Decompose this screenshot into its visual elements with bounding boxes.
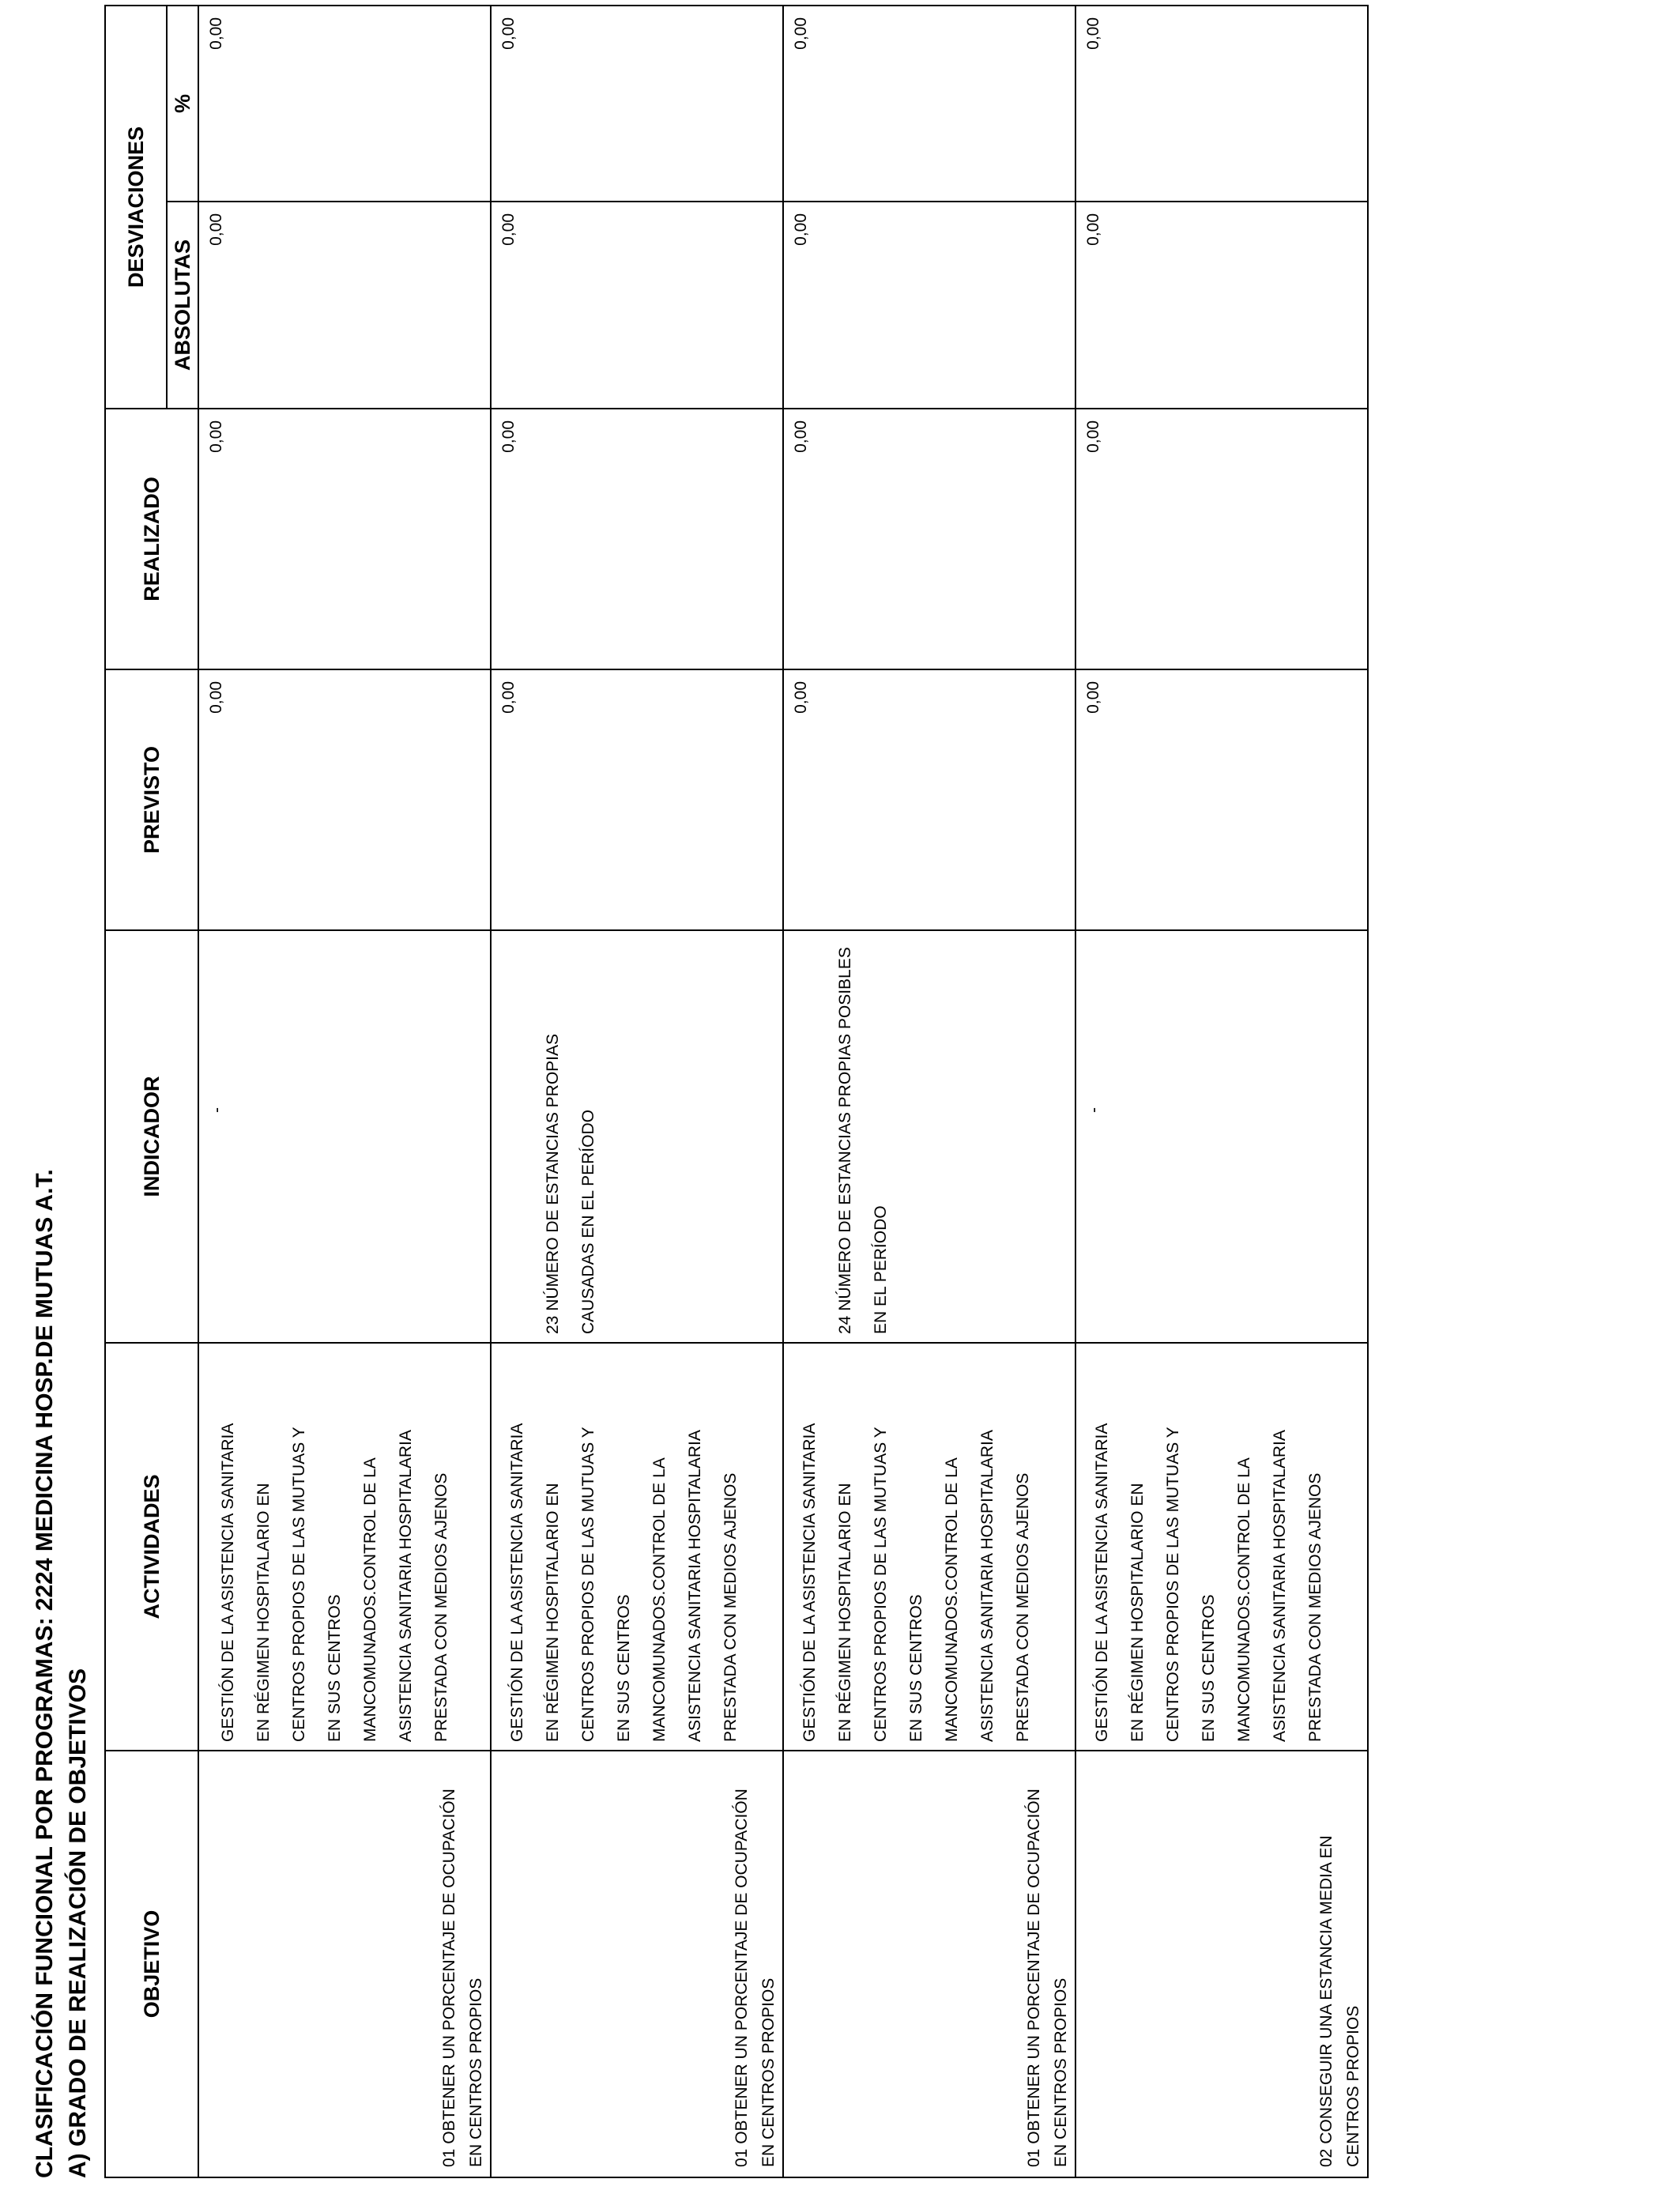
objectives-table [104,5,1369,2178]
actividad-line: MANCOMUNADOS.CONTROL DE LA [943,1457,961,1742]
actividad-line: EN SUS CENTROS [1200,1594,1218,1742]
porcentaje-cell: 0,00 [1075,6,1368,202]
actividad-line: MANCOMUNADOS.CONTROL DE LA [1235,1457,1253,1742]
actividad-line: CENTROS PROPIOS DE LAS MUTUAS Y [872,1427,890,1742]
actividades-cell [491,1343,783,1751]
objetivo-cell: 01 OBTENER UN PORCENTAJE DE OCUPACIÓN EN CENTROS PROPIOS [198,1751,491,2177]
actividad-line: ASISTENCIA SANITARIA HOSPITALARIA [978,1430,996,1742]
porcentaje-cell: 0,00 [491,6,783,202]
realizado-cell: 0,00 [1075,409,1368,669]
actividades-cell [1075,1343,1368,1751]
actividad-line: GESTIÓN DE LA ASISTENCIA SANITARIA [800,1423,819,1742]
header-absolutas: ABSOLUTAS [167,202,198,409]
actividad-line: EN SUS CENTROS [326,1594,344,1742]
table-row [1075,6,1368,2177]
previsto-cell: 0,00 [491,669,783,930]
realizado-cell: 0,00 [783,409,1075,669]
actividad-line: PRESTADA CON MEDIOS AJENOS [1306,1472,1324,1742]
absolutas-cell: 0,00 [198,202,491,409]
indicador-cell [491,930,783,1343]
indicador-text: - [1085,1107,1103,1113]
actividad-line: ASISTENCIA SANITARIA HOSPITALARIA [397,1430,415,1742]
absolutas-cell: 0,00 [491,202,783,409]
table-row [783,6,1075,2177]
previsto-cell: 0,00 [1075,669,1368,930]
actividades-cell [198,1343,491,1751]
previsto-cell: 0,00 [783,669,1075,930]
header-actividades: ACTIVIDADES [105,1343,198,1751]
document-title: CLASIFICACIÓN FUNCIONAL POR PROGRAMAS: 2224 MEDICINA HOSP.DE MUTUAS A.T. [32,1169,58,2178]
actividad-line: CENTROS PROPIOS DE LAS MUTUAS Y [1164,1427,1182,1742]
indicador-cell [198,930,491,1343]
actividad-line: CENTROS PROPIOS DE LAS MUTUAS Y [579,1427,597,1742]
actividad-line: PRESTADA CON MEDIOS AJENOS [721,1472,740,1742]
previsto-cell: 0,00 [198,669,491,930]
actividad-line: ASISTENCIA SANITARIA HOSPITALARIA [1271,1430,1289,1742]
header-previsto: PREVISTO [105,669,198,930]
actividad-line: MANCOMUNADOS.CONTROL DE LA [361,1457,379,1742]
actividades-cell [783,1343,1075,1751]
indicador-cell [1075,930,1368,1343]
actividad-line: GESTIÓN DE LA ASISTENCIA SANITARIA [219,1423,237,1742]
actividad-line: ASISTENCIA SANITARIA HOSPITALARIA [686,1430,704,1742]
actividad-line: GESTIÓN DE LA ASISTENCIA SANITARIA [1093,1423,1111,1742]
actividad-line: PRESTADA CON MEDIOS AJENOS [1014,1472,1032,1742]
actividad-line: CENTROS PROPIOS DE LAS MUTUAS Y [290,1427,308,1742]
header-indicador: INDICADOR [105,930,198,1343]
absolutas-cell: 0,00 [783,202,1075,409]
absolutas-cell: 0,00 [1075,202,1368,409]
actividad-line: EN SUS CENTROS [615,1594,633,1742]
objetivo-cell: 01 OBTENER UN PORCENTAJE DE OCUPACIÓN EN CENTROS PROPIOS [491,1751,783,2177]
actividad-line: MANCOMUNADOS.CONTROL DE LA [650,1457,669,1742]
porcentaje-cell: 0,00 [198,6,491,202]
realizado-cell: 0,00 [198,409,491,669]
header-porcentaje: % [167,6,198,202]
header-objetivo: OBJETIVO [105,1751,198,2177]
porcentaje-cell: 0,00 [783,6,1075,202]
objetivo-cell: 01 OBTENER UN PORCENTAJE DE OCUPACIÓN EN CENTROS PROPIOS [783,1751,1075,2177]
table-row [491,6,783,2177]
actividad-line: EN RÉGIMEN HOSPITALARIO EN [544,1483,562,1742]
actividad-line: EN RÉGIMEN HOSPITALARIO EN [836,1483,854,1742]
realizado-cell: 0,00 [491,409,783,669]
actividad-line: EN RÉGIMEN HOSPITALARIO EN [1128,1483,1147,1742]
header-desviaciones: DESVIACIONES [105,6,167,409]
actividad-line: EN RÉGIMEN HOSPITALARIO EN [254,1483,273,1742]
indicador-text: 23 NÚMERO DE ESTANCIAS PROPIAS CAUSADAS EN EL PERÍODO [544,1033,597,1334]
document-subtitle: A) GRADO DE REALIZACIÓN DE OBJETIVOS [65,1668,91,2178]
table-row [198,6,491,2177]
actividad-line: PRESTADA CON MEDIOS AJENOS [432,1472,450,1742]
indicador-text: - [208,1107,226,1113]
indicador-text: 24 NÚMERO DE ESTANCIAS PROPIAS POSIBLES EN EL PERÍODO [836,947,890,1334]
indicador-cell [783,930,1075,1343]
header-realizado: REALIZADO [105,409,198,669]
objetivo-cell: 02 CONSEGUIR UNA ESTANCIA MEDIA EN CENTROS PROPIOS [1075,1751,1368,2177]
actividad-line: GESTIÓN DE LA ASISTENCIA SANITARIA [508,1423,526,1742]
actividad-line: EN SUS CENTROS [907,1594,925,1742]
